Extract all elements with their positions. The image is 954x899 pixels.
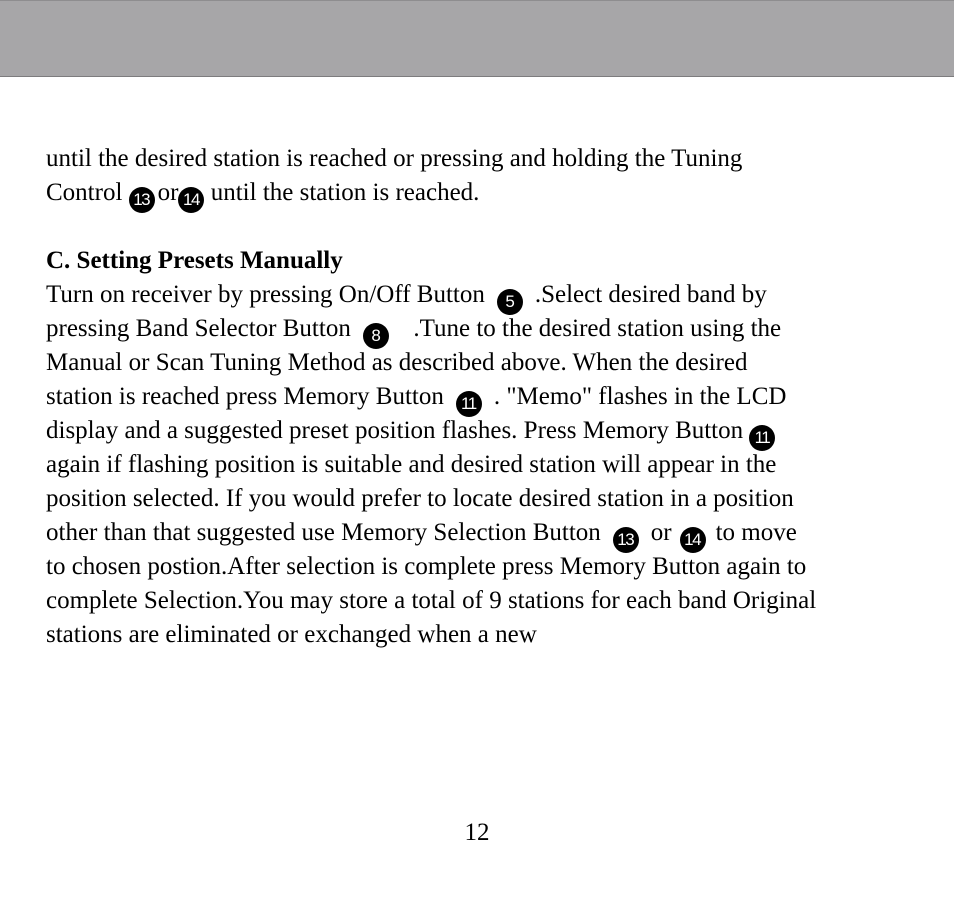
button-11-badge-icon: 11 bbox=[456, 391, 482, 417]
button-5-badge-icon: 5 bbox=[497, 289, 523, 315]
body-text: Turn on receiver by pressing On/Off Button bbox=[46, 281, 485, 308]
body-line-9 bbox=[46, 550, 926, 584]
body-text: position selected. If you would prefer to locate desired station in a position bbox=[46, 485, 794, 512]
button-14-badge-icon: 14 bbox=[178, 187, 204, 213]
button-8-badge-icon: 8 bbox=[363, 323, 389, 349]
intro-text: Control bbox=[46, 179, 123, 206]
body-line-11 bbox=[46, 618, 926, 652]
section-heading: C. Setting Presets Manually bbox=[46, 247, 343, 274]
body-text: pressing Band Selector Button bbox=[46, 315, 351, 342]
body-line-4 bbox=[46, 380, 926, 414]
body-line-3 bbox=[46, 346, 926, 380]
paragraph-gap bbox=[46, 210, 926, 244]
body-text: display and a suggested preset position flashes. Press Memory Button bbox=[46, 417, 744, 444]
body-text: other than that suggested use Memory Selection Button bbox=[46, 519, 601, 546]
intro-line-1 bbox=[46, 142, 926, 176]
button-14-badge-icon: 14 bbox=[680, 527, 706, 553]
header-band bbox=[0, 0, 954, 77]
body-text: .Select desired band by bbox=[534, 281, 767, 308]
button-13-badge-icon: 13 bbox=[613, 527, 639, 553]
body-text: to chosen postion.After selection is complete press Memory Button again to bbox=[46, 553, 807, 580]
body-text: stations are eliminated or exchanged when a new bbox=[46, 621, 537, 648]
intro-text: until the station is reached. bbox=[210, 179, 480, 206]
body-text: station is reached press Memory Button bbox=[46, 383, 444, 410]
body-line-5 bbox=[46, 414, 926, 448]
body-line-10 bbox=[46, 584, 926, 618]
body-text: again if flashing position is suitable and desired station will appear in the bbox=[46, 451, 777, 478]
intro-text: or bbox=[157, 179, 179, 206]
body-line-2 bbox=[46, 312, 926, 346]
body-line-1 bbox=[46, 278, 926, 312]
page-number: 12 bbox=[464, 819, 490, 846]
button-11-badge-icon: 11 bbox=[749, 425, 775, 451]
body-line-6 bbox=[46, 448, 926, 482]
body-line-7 bbox=[46, 482, 926, 516]
body-text: complete Selection.You may store a total of 9 stations for each band Original bbox=[46, 587, 817, 614]
intro-text: until the desired station is reached or pressing and holding the Tuning bbox=[46, 145, 743, 172]
body-text: . "Memo" flashes in the LCD bbox=[493, 383, 787, 410]
body-line-8 bbox=[46, 516, 926, 550]
page-content bbox=[46, 142, 926, 652]
button-13-badge-icon: 13 bbox=[129, 187, 155, 213]
intro-line-2 bbox=[46, 176, 926, 210]
body-text: .Tune to the desired station using the bbox=[413, 315, 782, 342]
body-text: to move bbox=[715, 519, 797, 546]
body-text: or bbox=[650, 519, 672, 546]
body-text: Manual or Scan Tuning Method as described above. When the desired bbox=[46, 349, 748, 376]
